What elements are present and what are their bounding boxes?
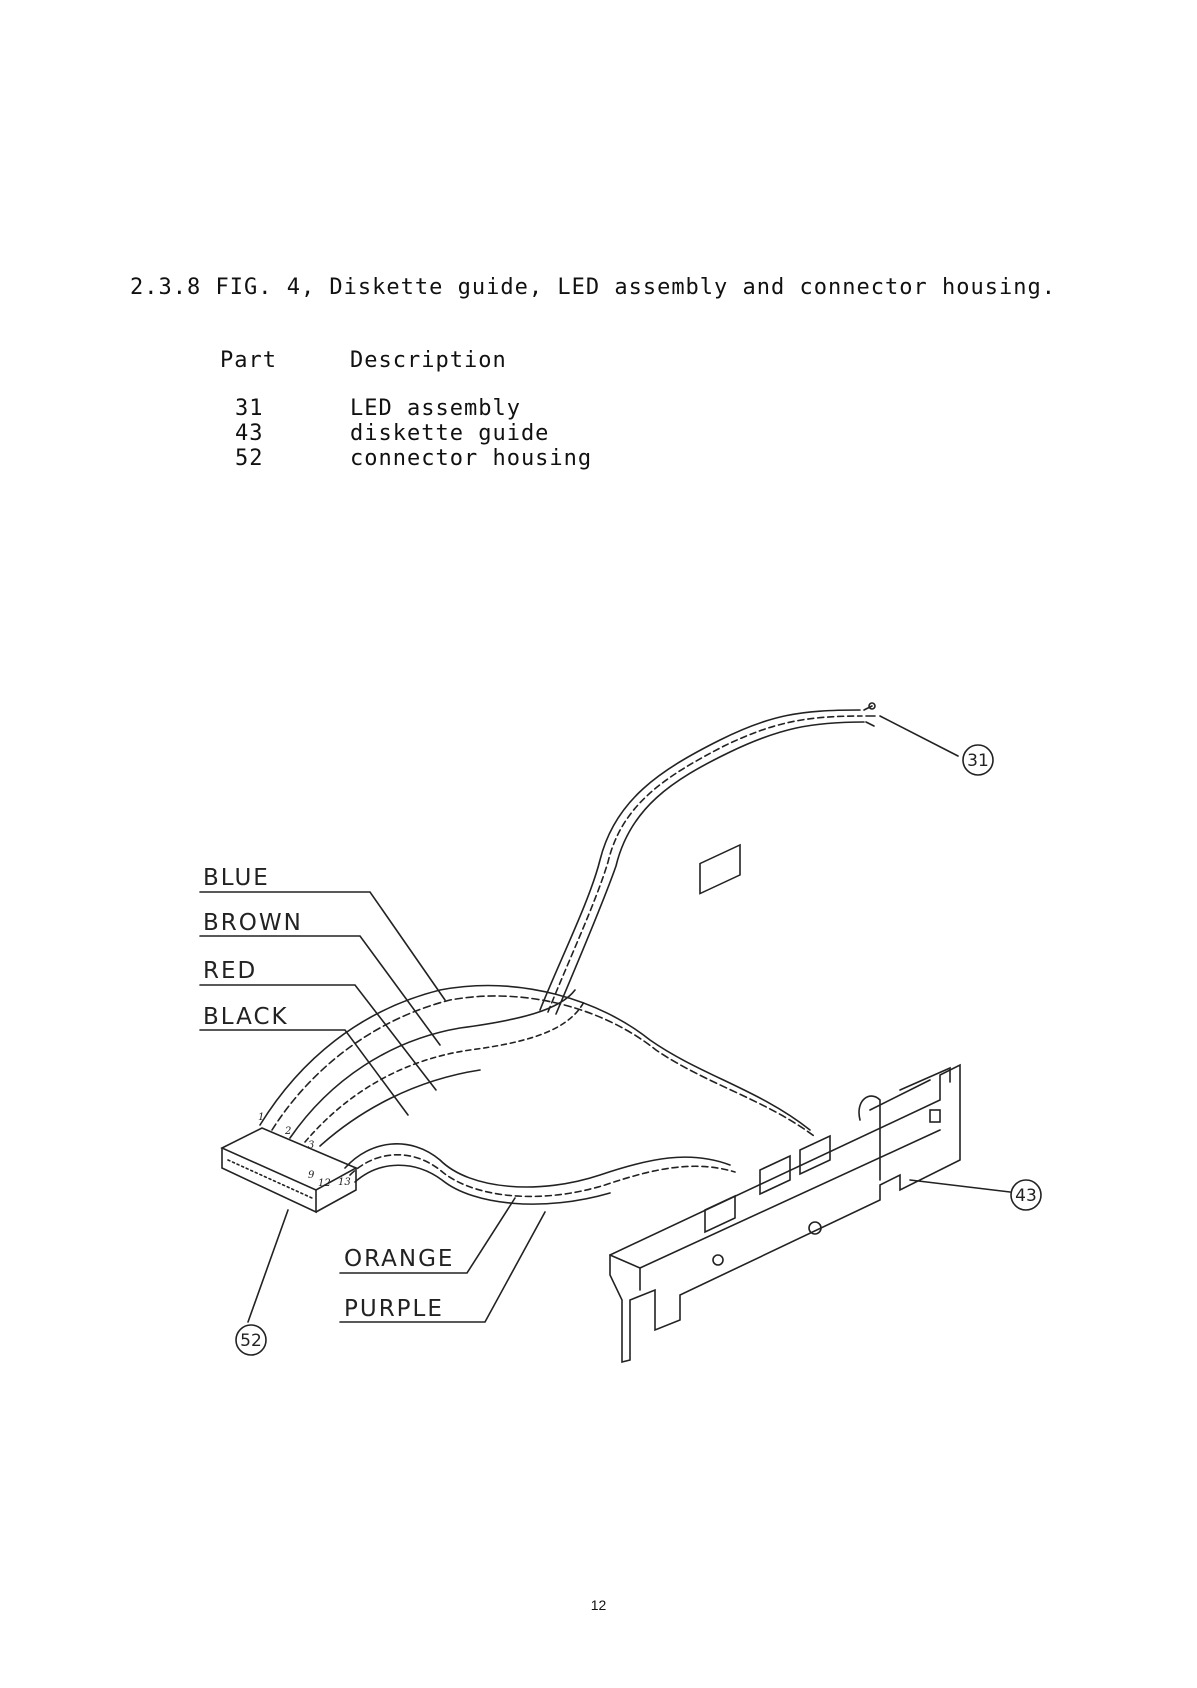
- pin-1: 1: [258, 1112, 265, 1123]
- pin-3: 3: [308, 1140, 315, 1151]
- leader-52: [248, 1210, 288, 1322]
- label-blue: BLUE: [203, 865, 270, 891]
- label-red: RED: [203, 958, 258, 984]
- callout-43: 43: [1015, 1186, 1037, 1206]
- callout-31: 31: [967, 751, 989, 771]
- label-brown: BROWN: [203, 910, 303, 936]
- part-number: 43: [235, 421, 264, 446]
- part-description: LED assembly: [350, 396, 521, 421]
- leader-black: [200, 1030, 408, 1115]
- part-description: diskette guide: [350, 421, 550, 446]
- label-orange: ORANGE: [344, 1246, 455, 1272]
- callout-52: 52: [240, 1331, 262, 1351]
- parts-col-description: Description: [350, 348, 507, 373]
- diskette-guide: [610, 845, 960, 1362]
- main-wire-bundle: [260, 986, 814, 1146]
- label-black: BLACK: [203, 1004, 289, 1030]
- part-number: 31: [235, 396, 264, 421]
- label-purple: PURPLE: [344, 1296, 444, 1322]
- parts-col-part: Part: [220, 348, 277, 373]
- pin-9: 9: [308, 1170, 315, 1181]
- lower-wire-bundle: [345, 1144, 735, 1204]
- pin-2: 2: [285, 1126, 292, 1137]
- led-wire-bundle: [540, 703, 875, 1014]
- connector-housing: [222, 1128, 356, 1212]
- pin-13: 13: [338, 1177, 351, 1188]
- section-heading: 2.3.8 FIG. 4, Diskette guide, LED assembly and connector housing.: [130, 275, 1056, 300]
- page-number: 12: [590, 1597, 607, 1613]
- part-description: connector housing: [350, 446, 593, 471]
- part-number: 52: [235, 446, 264, 471]
- leader-43: [910, 1180, 1010, 1192]
- pin-12: 12: [318, 1178, 331, 1189]
- leader-31: [880, 716, 958, 756]
